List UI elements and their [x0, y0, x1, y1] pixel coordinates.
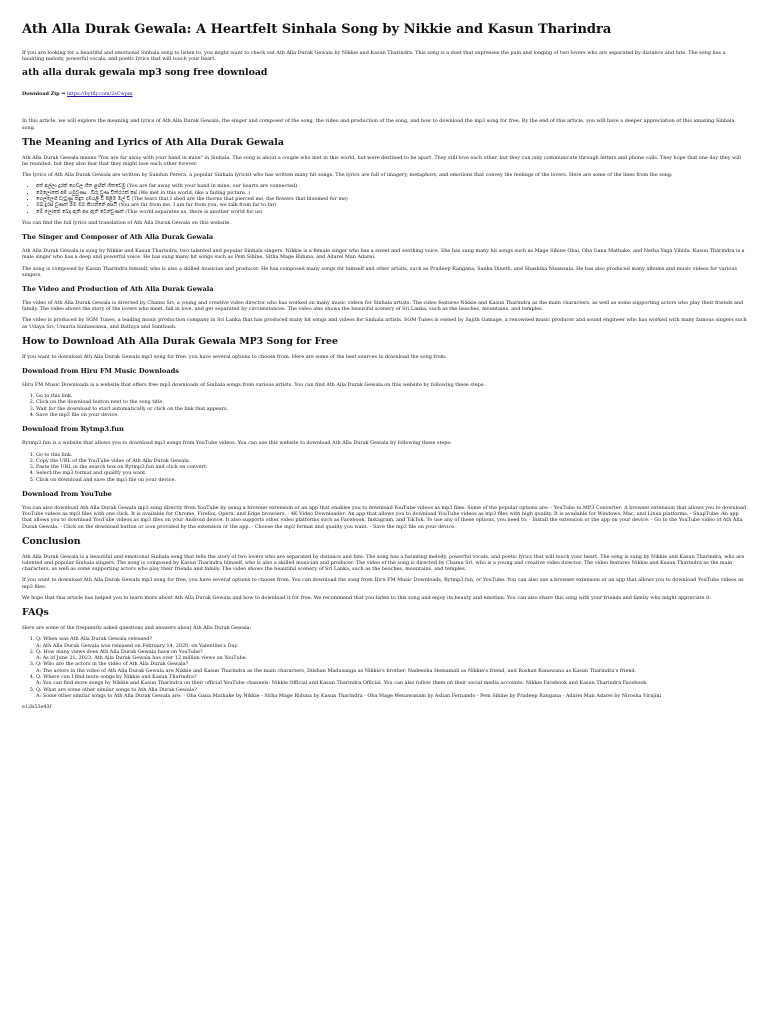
faq-list	[22, 636, 748, 699]
faq-question: 5. Q: What are some other similar songs to Ath Alla Durak Gewala?	[36, 686, 197, 693]
heading-howto: How to Download Ath Alla Durak Gewala MP3 Song for Free	[22, 335, 338, 347]
rytmp3-steps	[22, 452, 748, 483]
faq-question: 4. Q: Where can I find more songs by Nikkie and Kasun Tharindra?	[36, 674, 197, 681]
faq-question: 1. Q: When was Ath Alla Durak Gewala released?	[36, 636, 152, 643]
hiru-step: 4. Save the mp3 file on your device.	[36, 412, 748, 418]
singer-paragraph-2: The song is composed by Kasun Tharindra himself, who is also a skilled musician and producer. He has composed many songs for himself and other artists, such as Pradeep Rangana, Sanka Dineth, and Shashika Nisansala. He has also produced many albums and music videos for various singers.	[22, 265, 738, 278]
download-line	[22, 91, 748, 97]
heading-video: The Video and Production of Ath Alla Durak Gewala	[22, 284, 214, 293]
lyric-line: • මේ ලෝකේ බෙදා ඇති අප ඇති වෙන්වුණත් (This world separates us, there is another world for us)	[36, 209, 748, 215]
faq-item	[36, 661, 748, 674]
faq-answer: A: Some other similar songs to Ath Alla Durak Gewala are: - Oba Gana Mathake by Nikkie - Sitha Mage Riduna by Kasun Tharindra - Oba Mage Wenawanam by Ashan Fernando - Pem Sihine by Pradeep Rangana - Adarei Man Adarei by Nirosha Virajini	[36, 692, 662, 699]
hiru-steps	[22, 393, 748, 418]
footer-code: e12b53e43f	[22, 704, 52, 711]
faq-answer: A: Ath Alla Durak Gewala was released on February 14, 2020, on Valentine's Day.	[36, 642, 239, 649]
faq-answer: A: You can find more songs by Nikkie and Kasun Tharindra on their official YouTube channels: Nikkie Official and Kasun Tharindra Official. You can also follow them on their social media accounts: Nikkie Facebook and Kasun Tharindra Facebook.	[36, 680, 648, 687]
heading-singer: The Singer and Composer of Ath Alla Durak Gewala	[22, 233, 214, 242]
faq-item	[36, 649, 748, 662]
hiru-paragraph: Hiru FM Music Downloads is a website that offers free mp3 downloads of Sinhala songs from various artists. You can find Ath Alla Durak Gewala on this website by following these steps:	[22, 381, 485, 388]
hiru-step: 3. Wait for the download to start automatically or click on the link that appears.	[36, 406, 748, 412]
page-title: Ath Alla Durak Gewala: A Heartfelt Sinhala Song by Nikkie and Kasun Tharindra	[22, 22, 612, 37]
faq-answer: A: As of June 21, 2023, Ath Alla Durak Gewala has over 12 million views on YouTube.	[36, 655, 248, 662]
lyric-line: • ඔබ දුරස් වුණත් මම ඔබ කියන්නේ අසයි (You are far from me, I am far from you, we talk from far to far)	[36, 202, 748, 208]
video-paragraph-1: The video of Ath Alla Durak Gewala is directed by Chamu Sri, a young and creative video director who has worked on many music videos for Sinhala artists. The video features Nikkie and Kasun Tharindra as the main characters, as well as some supporting actors who play their friends and family. The video shows the story of the lovers who meet, fall in love, and get separated by circumstances. The video also shows the beautiful scenery of Sri Lanka, such as the beaches, mountains, and temples.	[22, 299, 744, 313]
faq-item	[36, 674, 748, 687]
rytmp3-step: 2. Copy the URL of the YouTube video of Ath Alla Durak Gewala.	[36, 458, 748, 464]
hiru-step: 1. Go to this link.	[36, 393, 748, 399]
conclusion-paragraph-3: We hope that this article has helped you to learn more about Ath Alla Durak Gewala and how to download it for free. We recommend that you listen to this song and enjoy its beauty and emotion. You can also share this song with your friends and family who might appreciate it.	[22, 594, 712, 601]
faq-item	[36, 687, 748, 700]
video-paragraph-2: The video is produced by SGM Tunes, a leading music production company in Sri Lanka that has produced many hit songs and videos for Sinhala artists. SGM Tunes is owned by Sajith Gamage, a renowned music producer and sound engineer who has worked with many famous singers such as Udaya Sri, Umaria Sinhawansa, and Bathiya and Santhush.	[22, 317, 747, 330]
lyric-line: • අත් අල්ලා දුරක් ගෙවල හිත ළඟින් හිතවෙමු (You are far away with your hand in mine, our hearts are connected)	[36, 183, 748, 189]
download-link[interactable]: https://bytlly.com/2sCwpm	[66, 91, 133, 98]
conclusion-paragraph-1: Ath Alla Durak Gewala is a beautiful and emotional Sinhala song that tells the story of two lovers who are separated by distance and fate. The song has a haunting melody, powerful vocals, and poetic lyrics that will touch your heart. The song is sung by Nikkie and Kasun Tharindra, who are talented and popular Sinhala singers. The song is composed by Kasun Tharindra himself, who is also a skilled musician and producer. The video of the song is directed by Chamu Sri, who is a young and creative video director. The video features Nikkie and Kasun Tharindra as the main characters, as well as some supporting actors who play their friends and family. The video shows the beautiful scenery of Sri Lanka, such as the beaches, mountains, and temples.	[22, 553, 745, 573]
heading-hiru: Download from Hiru FM Music Downloads	[22, 366, 179, 375]
rytmp3-step: 3. Paste the URL in the search box on Rytmp3.fun and click on convert.	[36, 464, 748, 470]
download-label: Download Zip ⇔	[22, 91, 66, 98]
lyric-line: • ගෙල්ලෙහි වැටුණු කඳුළු දඹරැළි වී පිළිම මල් වි (The tears that I shed are the thorns that pierced me, the flowers that bloomed for me)	[36, 196, 748, 202]
rytmp3-paragraph: Rytmp3.fun is a website that allows you to download mp3 songs from YouTube videos. You can use this website to download Ath Alla Durak Gewala by following these steps:	[22, 440, 452, 447]
hiru-step: 2. Click on the download button next to the song title.	[36, 399, 748, 405]
faq-question: 3. Q: Who are the actors in the video of Ath Alla Durak Gewala?	[36, 661, 189, 668]
conclusion-paragraph-2: If you want to download Ath Alla Durak Gewala mp3 song for free, you have several options to choose from. You can download the song from Hiru FM Music Downloads, Rytmp3.fun, or YouTube. You can also use a browser extension or an app that allows you to download YouTube videos as mp3 files.	[22, 577, 744, 590]
singer-paragraph-1: Ath Alla Durak Gewala is sung by Nikkie and Kasun Tharindra, two talented and popular Sinhala singers. Nikkie is a female singer who has a sweet and soothing voice. She has sung many hit songs such as Mage Sihine Obai, Oba Gana Mathake, and Netha Yaga Vihida. Kasun Tharindra is a male singer who has a deep and powerful voice. He has sung many hit songs such as Pem Sihine, Sitha Mage Riduna, and Adarei Man Adarei.	[22, 248, 745, 261]
meaning-paragraph-2: The lyrics of Ath Alla Durak Gewala are written by Sundun Perera, a popular Sinhala lyricist who has written many hit songs. The lyrics are full of imagery, metaphors, and emotions that convey the feelings of the lovers. Here are some of the lines from the song:	[22, 172, 673, 179]
meaning-paragraph-1: Ath Alla Durak Gewala means "You are far away with your hand in mine" in Sinhala. The song is about a couple who met in this world, but were destined to be apart. They still love each other, but they can only communicate through letters and phone calls. They hope that one day they will be reunited, but they also fear that they might lose each other forever.	[22, 154, 741, 168]
heading-faqs: FAQs	[22, 607, 49, 619]
meaning-paragraph-3: You can find the full lyrics and translation of Ath Alla Durak Gewala on this website.	[22, 219, 231, 226]
rytmp3-step: 5. Click on download and save the mp3 file on your device.	[36, 477, 748, 483]
heading-rytmp3: Download from Rytmp3.fun	[22, 425, 124, 434]
rytmp3-step: 4. Select the mp3 format and quality you want.	[36, 470, 748, 476]
faq-answer: A: The actors in the video of Ath Alla Durak Gewala are Nikkie and Kasun Tharindra as the main characters, Dilshan Madusanga as Nikkie's brother, Nadeesha Hemamali as Nikkie's friend, and Roshan Ranawana as Kasun Tharindra's friend.	[36, 667, 637, 674]
heading-youtube: Download from YouTube	[22, 490, 112, 499]
overview-paragraph: In this article, we will explore the meaning and lyrics of Ath Alla Durak Gewala, the singer and composer of the song, the video and production of the song, and how to download the mp3 song for free. By the end of this article, you will have a deeper appreciation of this amazing Sinhala song.	[22, 118, 735, 131]
faq-item	[36, 636, 748, 649]
youtube-paragraph: You can also download Ath Alla Durak Gewala mp3 song directly from YouTube by using a browser extension or an app that enables you to download YouTube videos as mp3 files. Some of the popular options are: - YouTube to MP3 Converter: A browser extension that allows you to download YouTube videos as mp3 files with one click. It is available for Chrome, Firefox, Opera, and Edge browsers. - 4K Video Downloader: An app that allows you to download YouTube videos as mp3 files with high quality. It is available for Windows, Mac, and Linux platforms. - SnapTube: An app that allows you to download YouTube videos as mp3 files on your Android device. It also supports other video platforms such as Facebook, Instagram, and TikTok. To use any of these options, you need to: - Install the extension or the app on your device. - Go to the YouTube video of Ath Alla Durak Gewala. - Click on the download button or icon provided by the extension or the app. - Choose the mp3 format and quality you want. - Save the mp3 file on your device.	[22, 505, 747, 530]
intro-paragraph: If you are looking for a beautiful and emotional Sinhala song to listen to, you might want to check out Ath Alla Durak Gewala by Nikkie and Kasun Tharindra. This song is a duet that expresses the pain and longing of two lovers who are separated by distance and fate. The song has a haunting melody, powerful vocals, and poetic lyrics that will touch your heart.	[22, 50, 726, 63]
howto-paragraph: If you want to download Ath Alla Durak Gewala mp3 song for free, you have several options to choose from. Here are some of the best sources to download the song from:	[22, 353, 447, 360]
faq-question: 2. Q: How many views does Ath Alla Durak Gewala have on YouTube?	[36, 648, 203, 655]
rytmp3-step: 1. Go to this link.	[36, 452, 748, 458]
heading-conclusion: Conclusion	[22, 535, 81, 547]
faqs-intro: Here are some of the frequently asked questions and answers about Ath Alla Durak Gewala:	[22, 625, 252, 632]
lyrics-list	[22, 183, 748, 214]
heading-meaning: The Meaning and Lyrics of Ath Alla Durak Gewala	[22, 136, 284, 148]
lyric-line: • මෙලෝකේ අපි හමුවුණා.. විරු වුණ චිත්රයක් සේ (We met in this world, like a fading picture..)	[36, 190, 748, 196]
subhead-download: ath alla durak gewala mp3 song free download	[22, 67, 268, 79]
